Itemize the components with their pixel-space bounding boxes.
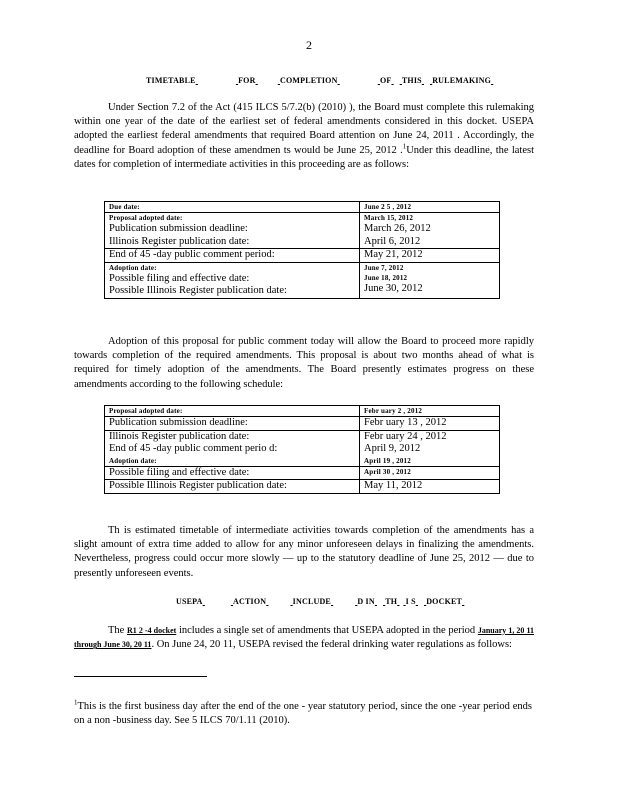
schedule-label: Proposal adopted date: — [109, 407, 183, 415]
schedule-date: June 18, 2012 — [364, 273, 408, 282]
table-cell — [105, 202, 360, 213]
schedule-date: March 15, 2012 — [364, 214, 414, 222]
table-row — [105, 249, 500, 263]
heading-word: RULEMAKING — [432, 76, 492, 85]
timetable-paragraph-3 — [74, 524, 534, 581]
table-row — [105, 406, 500, 417]
table-cell — [360, 430, 500, 466]
paragraph-text: Th is estimated timetable of intermediate activities towards completion of the amendments has a slight amount of extra time added to allow for any minor unforeseen delays in finalizing the amendments. Nevertheless, progress could occur more slowly — up to the statutory deadline of June 25, 2012 — due to presently unforeseen events. — [74, 525, 534, 579]
heading-word: TIMETABLE — [146, 76, 196, 85]
schedule-date: May 11, 2012 — [364, 480, 423, 491]
docket-number: R1 2 -4 docket — [127, 626, 177, 635]
table-cell — [360, 480, 500, 494]
timetable-paragraph-2 — [74, 335, 534, 392]
table-cell — [105, 406, 360, 417]
heading-word: FOR — [238, 76, 256, 85]
table-cell — [105, 213, 360, 249]
page-number: 2 — [306, 38, 312, 52]
heading-word: D IN — [357, 597, 375, 606]
table-row — [105, 202, 500, 213]
schedule-date: Febr uary 13 , 2012 — [364, 417, 447, 428]
schedule-label: Possible Illinois Register publication date: — [109, 480, 287, 491]
schedule-date: June 7, 2012 — [364, 263, 404, 272]
footnote — [74, 700, 532, 727]
timetable-paragraph-1 — [74, 101, 534, 172]
paragraph-text: includes a single set of amendments that USEPA adopted in the period — [178, 625, 476, 636]
heading-word: INCLUDE — [292, 597, 331, 606]
schedule-label: Publication submission deadline: — [109, 417, 248, 428]
schedule-date: April 9, 2012 — [364, 443, 421, 454]
table-cell — [105, 417, 360, 431]
schedule-date: April 19 , 2012 — [364, 456, 411, 465]
heading-word: I S — [405, 597, 416, 606]
footnote-separator — [74, 676, 207, 677]
schedule-label: Adoption date: — [109, 263, 157, 272]
table-cell — [360, 417, 500, 431]
table-cell — [105, 480, 360, 494]
footnote-text: This is the first business day after the end of the one - year statutory period, since the one -year period ends on a non -business day. See 5 ILCS 70/1.11 (2010). — [74, 701, 532, 726]
schedule-date: May 21, 2012 — [364, 249, 423, 260]
heading-word: ACTION — [233, 597, 267, 606]
schedule-label: Possible Illinois Register publication date: — [109, 285, 287, 296]
paragraph-text: Under Section 7.2 of the Act (415 ILCS 5/7.2(b) (2010) ), the Board must complete this rulemaking within one year of the date of the earliest set of federal amendments considered in this docket. USEPA adopted the earliest federal amendments that required Board attention on June 24, 2011 . Accordingly, the deadline for Board adoption of these amendmen ts would be June 25, 2012 . — [74, 102, 534, 156]
table-row — [105, 480, 500, 494]
paragraph-text: The — [108, 625, 125, 636]
schedule-label: End of 45 -day public comment period: — [109, 249, 275, 260]
schedule-label: Proposal adopted date: — [109, 214, 183, 222]
schedule-label: Illinois Register publication date: — [109, 235, 250, 247]
paragraph-text: . On June 24, 20 11, USEPA revised the federal drinking water regulations as follows: — [151, 639, 512, 651]
usepa-action-heading — [176, 597, 486, 606]
usepa-action-paragraph — [74, 624, 534, 652]
table-cell — [360, 406, 500, 417]
table-cell — [360, 249, 500, 263]
schedule-label: Adoption date: — [109, 456, 157, 465]
schedule-label: Due date: — [109, 203, 140, 211]
schedule-label: Possible filing and effective date: — [109, 272, 250, 284]
table-row — [105, 262, 500, 298]
paragraph-text: Under this deadline, the latest dates for completion of intermediate activities in this proceeding are as follows: — [74, 144, 535, 170]
schedule-date: June 2 5 , 2012 — [364, 203, 412, 211]
table-cell — [105, 430, 360, 466]
schedule-label: Illinois Register publication date: — [109, 430, 250, 442]
table-cell — [360, 202, 500, 213]
timetable-heading — [146, 76, 519, 85]
table-cell — [105, 466, 360, 480]
heading-word: OF — [379, 76, 392, 85]
schedule-label: Publication submission deadline: — [109, 223, 248, 234]
schedule-date: Febr uary 24 , 2012 — [364, 430, 447, 442]
schedule-date: March 26, 2012 — [364, 223, 431, 234]
table-cell — [105, 249, 360, 263]
heading-word: DOCKET — [426, 597, 463, 606]
footnote-mark: 1 — [74, 698, 78, 707]
schedule-date: April 30 , 2012 — [364, 467, 411, 476]
deadline-schedule-table — [104, 201, 500, 299]
adoption-period: January 1, 20 11 through June 30, 20 11 — [74, 626, 535, 650]
table-cell — [360, 262, 500, 298]
schedule-date: Febr uary 2 , 2012 — [364, 407, 423, 415]
heading-word: USEPA — [176, 597, 203, 606]
heading-word: THIS — [401, 76, 422, 85]
schedule-date: June 30, 2012 — [364, 282, 423, 294]
table-row — [105, 430, 500, 466]
table-cell — [360, 213, 500, 249]
table-row — [105, 466, 500, 480]
table-row — [105, 213, 500, 249]
paragraph-text: Adoption of this proposal for public comment today will allow the Board to proceed more rapidly towards completion of the required amendments. This proposal is about two months ahead of what is required for timely adoption of the amendments. The Board presently estimates progress on these amendments according to the following schedule: — [74, 336, 534, 390]
table-cell — [360, 466, 500, 480]
table-cell — [105, 262, 360, 298]
schedule-label: Possible filing and effective date: — [109, 466, 250, 478]
heading-word: COMPLETION — [279, 76, 338, 85]
heading-word: TH — [385, 597, 398, 606]
schedule-label: End of 45 -day public comment perio d: — [109, 443, 278, 454]
table-row — [105, 417, 500, 431]
schedule-date: April 6, 2012 — [364, 235, 421, 247]
footnote-ref: 1 — [402, 142, 407, 151]
estimated-schedule-table — [104, 405, 500, 494]
